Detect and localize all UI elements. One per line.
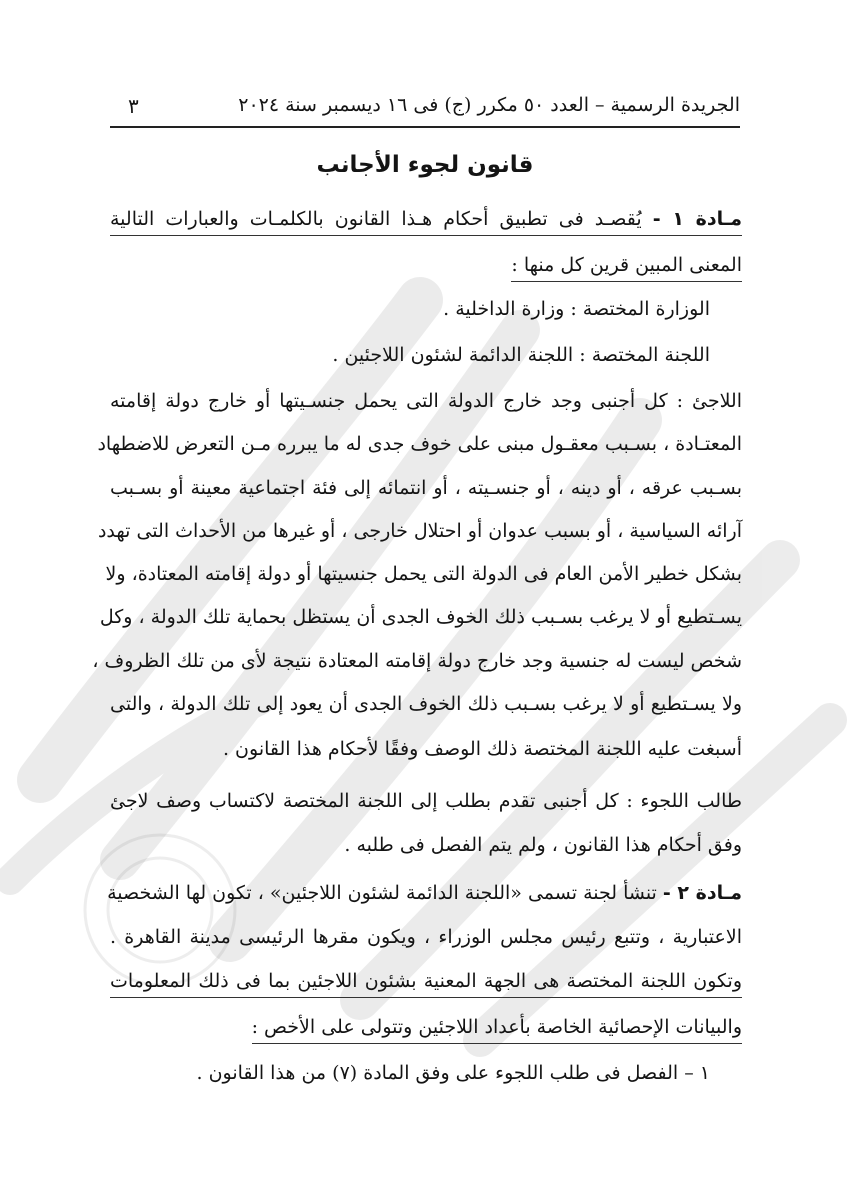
- article-2-text: تنشأ لجنة تسمى «اللجنة الدائمة لشئون اللاجئين» ، تكون لها الشخصية: [107, 882, 657, 904]
- article-1-text: يُقصـد فى تطبيق أحكام هـذا القانون بالكلمـات والعبارات التالية: [110, 208, 642, 230]
- article-1-line-1: [110, 208, 742, 236]
- definition-refugee-line: يسـتطيع أو لا يرغب بسـبب ذلك الخوف الجدى أن يستظل بحماية تلك الدولة ، وكل: [99, 606, 742, 628]
- law-title: قانون لجوء الأجانب: [316, 152, 534, 178]
- committee-role-line: والبيانات الإحصائية الخاصة بأعداد اللاجئين وتتولى على الأخص :: [252, 1016, 742, 1044]
- definition-refugee-line: اللاجئ : كل أجنبى وجد خارج الدولة التى يحمل جنسـيتها أو خارج دولة إقامته: [110, 390, 742, 412]
- page-number: ٣: [128, 94, 139, 118]
- article-2-line-1: [107, 882, 742, 905]
- definition-refugee-line: بسـبب عرقه ، أو دينه ، أو جنسـيته ، أو انتمائه إلى فئة اجتماعية معينة أو بسـبب: [110, 477, 742, 499]
- definition-refugee-line: آرائه السياسية ، أو بسبب عدوان أو احتلال خارجى ، أو غيرها من الأحداث التى تهدد: [97, 520, 742, 542]
- definition-refugee-line: أسبغت عليه اللجنة المختصة ذلك الوصف وفقًا لأحكام هذا القانون .: [222, 738, 742, 760]
- article-1-line-2: المعنى المبين قرين كل منها :: [511, 254, 742, 282]
- definition-asylum-seeker-line: وفق أحكام هذا القانون ، ولم يتم الفصل فى طلبه .: [344, 834, 742, 856]
- definition-refugee-line: شخص ليست له جنسية وجد خارج دولة إقامته المعتادة نتيجة لأى من تلك الظروف ،: [92, 650, 742, 672]
- page-header: [110, 92, 740, 128]
- definition-committee: اللجنة المختصة : اللجنة الدائمة لشئون اللاجئين .: [332, 344, 710, 366]
- article-1-label: مـادة ١ -: [652, 208, 742, 230]
- gazette-header-title: الجريدة الرسمية – العدد ٥٠ مكرر (ج) فى ١٦ ديسمبر سنة ٢٠٢٤: [238, 94, 740, 116]
- article-2-line-2: الاعتبارية ، وتتبع رئيس مجلس الوزراء ، ويكون مقرها الرئيسى مدينة القاهرة .: [110, 926, 742, 948]
- definition-refugee-line: بشكل خطير الأمن العام فى الدولة التى يحمل جنسيتها أو دولة إقامته المعتادة، ولا: [105, 563, 742, 585]
- list-item-1: ١ – الفصل فى طلب اللجوء على وفق المادة (٧) من هذا القانون .: [196, 1062, 710, 1084]
- committee-role-line: وتكون اللجنة المختصة هى الجهة المعنية بشئون اللاجئين بما فى ذلك المعلومات: [110, 970, 742, 998]
- definition-refugee-line: المعتـادة ، بسـبب معقـول مبنى على خوف جدى له ما يبرره مـن التعرض للاضطهاد: [97, 433, 742, 455]
- definition-asylum-seeker-line: طالب اللجوء : كل أجنبى تقدم بطلب إلى اللجنة المختصة لاكتساب وصف لاجئ: [110, 790, 742, 812]
- article-2-label: مـادة ٢ -: [662, 882, 742, 904]
- definition-refugee-line: ولا يسـتطيع أو لا يرغب بسـبب ذلك الخوف الجدى أن يعود إلى تلك الدولة ، والتى: [110, 693, 742, 715]
- definition-ministry: الوزارة المختصة : وزارة الداخلية .: [443, 298, 710, 320]
